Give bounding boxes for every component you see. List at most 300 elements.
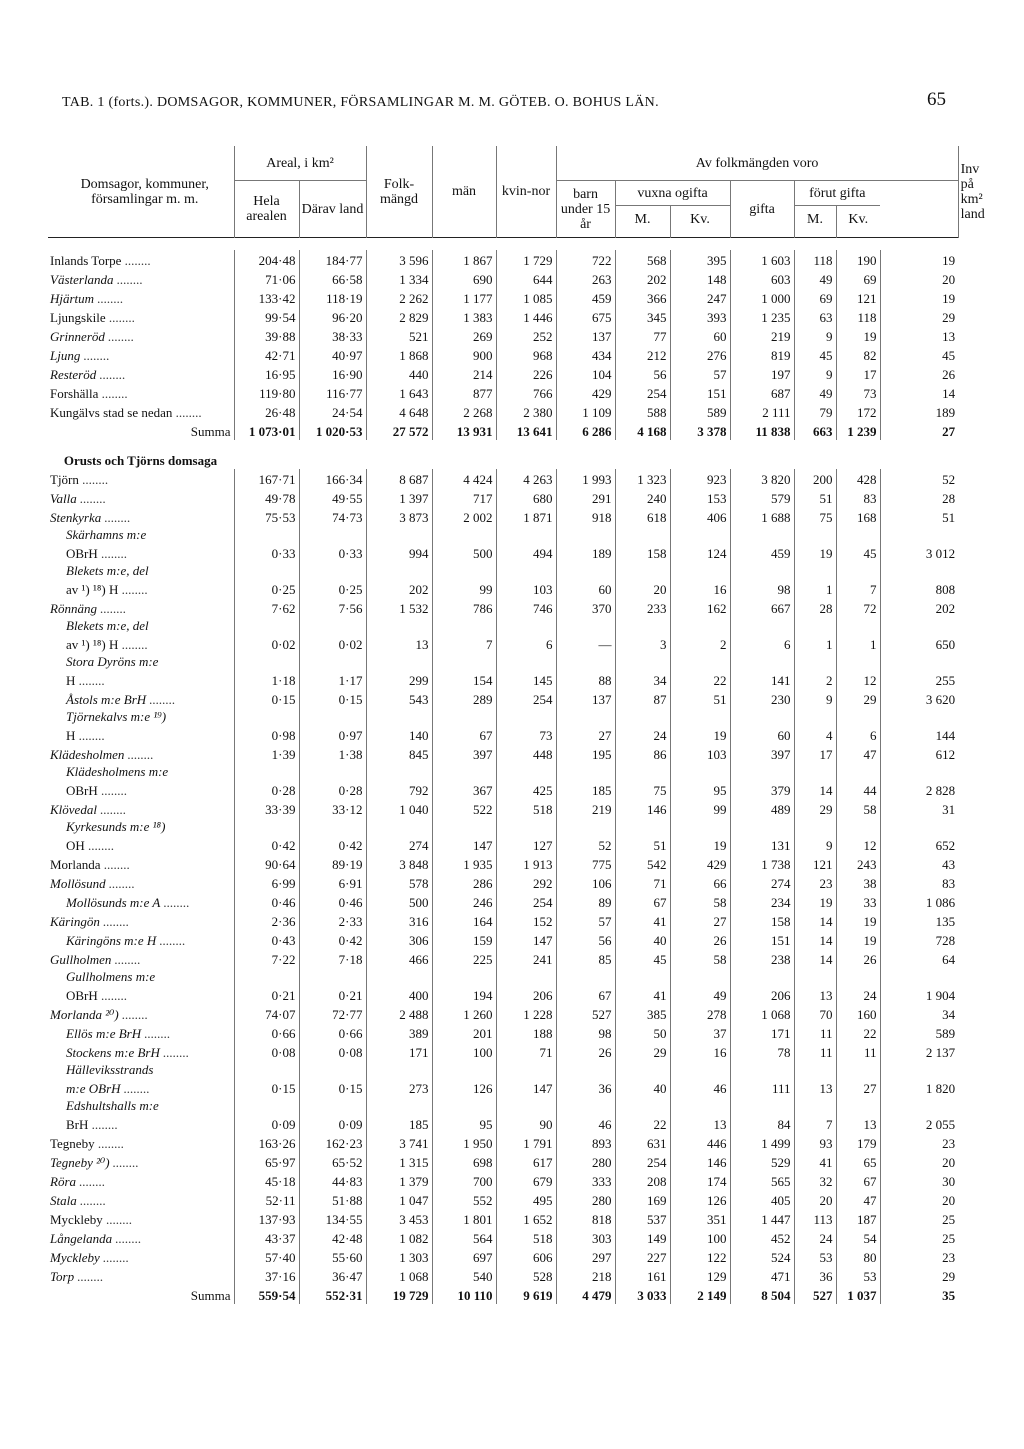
data-cell (730, 968, 794, 985)
row-label (48, 949, 234, 968)
data-cell: 495 (496, 1190, 556, 1209)
table-row (48, 1171, 958, 1190)
data-cell: 4 648 (366, 402, 432, 421)
data-cell: 26 (670, 930, 730, 949)
data-cell: 218 (556, 1266, 615, 1285)
data-cell: 172 (836, 402, 880, 421)
data-cell: 75·53 (234, 507, 299, 526)
data-cell: 80 (836, 1247, 880, 1266)
data-cell: 522 (432, 799, 496, 818)
data-cell: 162 (670, 598, 730, 617)
data-cell: 127 (496, 835, 556, 854)
data-cell (615, 968, 670, 985)
data-cell: 6·91 (299, 873, 366, 892)
data-cell: 1 603 (730, 250, 794, 269)
data-cell: 0·15 (299, 689, 366, 708)
data-cell: 67 (836, 1171, 880, 1190)
data-cell: 351 (670, 1209, 730, 1228)
data-cell (432, 526, 496, 543)
data-cell (836, 708, 880, 725)
row-label-text: Rönnäng (50, 601, 97, 616)
data-cell (794, 763, 836, 780)
data-cell: 185 (366, 1114, 432, 1133)
table-row (48, 1061, 958, 1078)
data-cell (556, 526, 615, 543)
data-cell: 179 (836, 1133, 880, 1152)
data-cell: 45 (794, 345, 836, 364)
table-row (48, 1097, 958, 1114)
row-label-text: Ellös m:e BrH (66, 1026, 142, 1041)
row-label-text: Torp (50, 1269, 75, 1284)
row-label (48, 307, 234, 326)
data-cell: 518 (496, 1228, 556, 1247)
data-cell: 792 (366, 780, 432, 799)
table-row (48, 689, 958, 708)
row-label (48, 689, 234, 708)
data-cell: 47 (836, 1190, 880, 1209)
data-cell: 23 (880, 1133, 958, 1152)
data-cell: 0·09 (234, 1114, 299, 1133)
leader-dots: ........ (124, 747, 154, 762)
data-cell: 2 111 (730, 402, 794, 421)
data-cell (794, 1097, 836, 1114)
data-cell: 111 (730, 1078, 794, 1097)
data-cell (615, 818, 670, 835)
row-label-text: Blekets m:e, del (66, 563, 149, 578)
data-cell: 2·33 (299, 911, 366, 930)
data-cell: 184·77 (299, 250, 366, 269)
data-cell: 225 (432, 949, 496, 968)
data-cell: 366 (615, 288, 670, 307)
data-cell (496, 653, 556, 670)
data-cell: 69 (836, 269, 880, 288)
data-cell (432, 653, 496, 670)
data-cell (880, 1097, 958, 1114)
data-cell: 316 (366, 911, 432, 930)
table-row (48, 1228, 958, 1247)
data-cell (234, 526, 299, 543)
data-cell: 1·39 (234, 744, 299, 763)
data-cell: 88 (556, 670, 615, 689)
data-cell: 389 (366, 1023, 432, 1042)
data-cell: 171 (366, 1042, 432, 1061)
data-cell (234, 1097, 299, 1114)
data-cell: 459 (730, 543, 794, 562)
leader-dots: ........ (118, 582, 148, 597)
data-cell: 14 (794, 911, 836, 930)
table-row (48, 653, 958, 670)
data-cell (670, 1097, 730, 1114)
data-cell: 16 (670, 579, 730, 598)
row-label-text: Långelanda (50, 1231, 113, 1246)
row-label (48, 708, 234, 725)
data-cell: 152 (496, 911, 556, 930)
data-cell: 0·43 (234, 930, 299, 949)
data-cell (670, 708, 730, 725)
data-cell: 0·21 (234, 985, 299, 1004)
data-cell: 71 (496, 1042, 556, 1061)
data-cell: 697 (432, 1247, 496, 1266)
data-cell: 26·48 (234, 402, 299, 421)
data-cell: 819 (730, 345, 794, 364)
data-cell (366, 818, 432, 835)
data-cell: 33·39 (234, 799, 299, 818)
row-label (48, 562, 234, 579)
data-cell: 286 (432, 873, 496, 892)
data-cell: 0·09 (299, 1114, 366, 1133)
data-cell: 1 086 (880, 892, 958, 911)
data-cell: 171 (730, 1023, 794, 1042)
table-row (48, 799, 958, 818)
leader-dots: ........ (75, 673, 105, 688)
data-cell: 162·23 (299, 1133, 366, 1152)
table-row (48, 307, 958, 326)
data-cell: 27 (670, 911, 730, 930)
row-label-text: av ¹) ¹⁸) H (66, 637, 119, 652)
data-cell: 385 (615, 1004, 670, 1023)
data-cell: 118 (836, 307, 880, 326)
data-cell: 58 (670, 892, 730, 911)
data-cell: 968 (496, 345, 556, 364)
data-cell: 34 (880, 1004, 958, 1023)
data-cell: 1 871 (496, 507, 556, 526)
data-cell: 0·98 (234, 725, 299, 744)
data-cell: 73 (496, 725, 556, 744)
data-cell: 19 (670, 725, 730, 744)
table-row (48, 930, 958, 949)
data-cell: 22 (836, 1023, 880, 1042)
data-cell: 603 (730, 269, 794, 288)
data-cell: 0·66 (299, 1023, 366, 1042)
data-cell: 24·54 (299, 402, 366, 421)
data-cell: 160 (836, 1004, 880, 1023)
data-cell: 367 (432, 780, 496, 799)
data-cell: 6 (496, 634, 556, 653)
row-label-text: Stala (50, 1193, 77, 1208)
data-cell: 1 652 (496, 1209, 556, 1228)
data-cell: 333 (556, 1171, 615, 1190)
data-cell: 687 (730, 383, 794, 402)
data-cell: 103 (670, 744, 730, 763)
data-cell: 36 (794, 1266, 836, 1285)
row-label-text: OH (66, 838, 85, 853)
table-row (48, 250, 958, 269)
data-cell: 166·34 (299, 469, 366, 488)
data-cell: 589 (880, 1023, 958, 1042)
data-cell: 154 (432, 670, 496, 689)
leader-dots: ........ (113, 272, 143, 287)
data-cell: 9 619 (496, 1285, 556, 1304)
row-label-text: Grinneröd (50, 329, 105, 344)
row-label-text: av ¹) ¹⁸) H (66, 582, 119, 597)
leader-dots: ........ (94, 1136, 124, 1151)
data-cell (496, 562, 556, 579)
row-label-text: Klädesholmen (50, 747, 125, 762)
data-cell: 22 (670, 670, 730, 689)
data-cell: 1·38 (299, 744, 366, 763)
data-cell: 276 (670, 345, 730, 364)
data-cell (432, 562, 496, 579)
data-cell: 13 (366, 634, 432, 653)
data-cell: 12 (836, 670, 880, 689)
data-cell (234, 763, 299, 780)
row-label-text: Klädesholmens m:e (66, 764, 169, 779)
data-cell (836, 968, 880, 985)
data-cell: 16 (670, 1042, 730, 1061)
data-cell: 90 (496, 1114, 556, 1133)
data-cell: 38 (836, 873, 880, 892)
data-cell (432, 968, 496, 985)
data-cell: 618 (615, 507, 670, 526)
data-cell: 93 (794, 1133, 836, 1152)
data-cell (670, 818, 730, 835)
data-cell: 167·71 (234, 469, 299, 488)
data-cell: 146 (615, 799, 670, 818)
row-label-text: Stockens m:e BrH (66, 1045, 160, 1060)
data-cell: 448 (496, 744, 556, 763)
col-name-header: Domsagor, kommuner, församlingar m. m. (80, 176, 209, 207)
data-cell: 27 (836, 1078, 880, 1097)
data-cell: 75 (615, 780, 670, 799)
data-cell: 84 (730, 1114, 794, 1133)
data-cell: 7·56 (299, 598, 366, 617)
data-cell (836, 818, 880, 835)
data-cell: 446 (670, 1133, 730, 1152)
data-cell: 273 (366, 1078, 432, 1097)
table-row (48, 402, 958, 421)
data-cell: 254 (615, 383, 670, 402)
data-cell: 49 (794, 383, 836, 402)
data-cell: 0·66 (234, 1023, 299, 1042)
data-cell: 280 (556, 1190, 615, 1209)
data-cell: 78 (730, 1042, 794, 1061)
data-cell: 202 (366, 579, 432, 598)
leader-dots: ........ (102, 1212, 132, 1227)
data-cell: 77 (615, 326, 670, 345)
data-cell: 3 (615, 634, 670, 653)
row-label (48, 364, 234, 383)
data-cell: 1 867 (432, 250, 496, 269)
data-cell: 24 (615, 725, 670, 744)
data-cell: 564 (432, 1228, 496, 1247)
table-row (48, 873, 958, 892)
data-cell: 3 741 (366, 1133, 432, 1152)
leader-dots: ........ (96, 601, 127, 616)
data-cell: 55·60 (299, 1247, 366, 1266)
data-cell: 3 378 (670, 421, 730, 440)
data-cell (556, 562, 615, 579)
data-cell (556, 708, 615, 725)
data-cell: 0·15 (299, 1078, 366, 1097)
col-av-header: Av folkmängden voro (556, 146, 958, 181)
data-cell: 565 (730, 1171, 794, 1190)
data-cell: 500 (432, 543, 496, 562)
table-row (48, 598, 958, 617)
table-row (48, 1004, 958, 1023)
data-cell: 148 (670, 269, 730, 288)
row-label-text: Tegneby ²⁰) (50, 1155, 110, 1170)
data-cell: 23 (794, 873, 836, 892)
data-cell: 14 (880, 383, 958, 402)
data-cell: 208 (615, 1171, 670, 1190)
data-cell (299, 653, 366, 670)
row-label-text: Morlanda (50, 857, 101, 872)
data-cell: 22 (615, 1114, 670, 1133)
data-cell: 2 380 (496, 402, 556, 421)
table-row (48, 911, 958, 930)
data-cell: 1 935 (432, 854, 496, 873)
data-cell: 9 (794, 835, 836, 854)
data-cell: 121 (794, 854, 836, 873)
row-label-text: Röra (50, 1174, 76, 1189)
data-cell: 40 (615, 930, 670, 949)
data-cell: 923 (670, 469, 730, 488)
row-label (48, 1285, 234, 1304)
data-cell: 31 (880, 799, 958, 818)
data-cell (556, 617, 615, 634)
leader-dots: ........ (76, 1174, 106, 1189)
data-cell: 631 (615, 1133, 670, 1152)
data-cell: 189 (556, 543, 615, 562)
data-cell: 25 (880, 1228, 958, 1247)
data-cell: 255 (880, 670, 958, 689)
col-barn-header: barn under 15 år (556, 181, 615, 238)
row-label (48, 421, 234, 440)
col-folk-header: Folk-mängd (366, 146, 432, 238)
data-cell: 579 (730, 488, 794, 507)
data-cell: 0·02 (299, 634, 366, 653)
leader-dots: ........ (109, 1155, 139, 1170)
data-cell: 370 (556, 598, 615, 617)
row-label (48, 835, 234, 854)
data-cell (366, 1097, 432, 1114)
data-cell: 66 (670, 873, 730, 892)
data-cell: 52 (556, 835, 615, 854)
data-cell (730, 562, 794, 579)
row-label (48, 744, 234, 763)
data-cell: 16·95 (234, 364, 299, 383)
data-cell: 7 (794, 1114, 836, 1133)
data-cell: 19 (836, 326, 880, 345)
data-cell: 0·15 (234, 1078, 299, 1097)
data-cell: 47 (836, 744, 880, 763)
data-cell: 95 (670, 780, 730, 799)
col-forut-header: förut gifta (794, 181, 880, 206)
data-cell: 4 263 (496, 469, 556, 488)
data-cell (366, 653, 432, 670)
table-row (48, 617, 958, 634)
table-row (48, 364, 958, 383)
col-vuxna-m-header: M. (615, 206, 670, 238)
data-cell: 99·54 (234, 307, 299, 326)
data-cell: 246 (432, 892, 496, 911)
data-cell: 87 (615, 689, 670, 708)
data-cell (730, 1097, 794, 1114)
data-cell: 1 397 (366, 488, 432, 507)
data-cell (730, 818, 794, 835)
data-cell: 299 (366, 670, 432, 689)
data-cell: 263 (556, 269, 615, 288)
row-label (48, 526, 234, 543)
row-label (48, 1190, 234, 1209)
data-cell: 65 (836, 1152, 880, 1171)
data-cell: 212 (615, 345, 670, 364)
row-label (48, 670, 234, 689)
data-cell: 1 (794, 579, 836, 598)
data-cell: 1 (794, 634, 836, 653)
summary-row (48, 421, 958, 440)
table-row (48, 854, 958, 873)
data-cell (234, 818, 299, 835)
data-cell: 0·33 (234, 543, 299, 562)
data-cell: 36 (556, 1078, 615, 1097)
row-label-text: Blekets m:e, del (66, 618, 149, 633)
data-cell: 1·17 (299, 670, 366, 689)
data-cell: 67 (556, 985, 615, 1004)
data-cell: 174 (670, 1171, 730, 1190)
leader-dots: ........ (76, 1193, 106, 1208)
data-cell: 808 (880, 579, 958, 598)
data-cell: 53 (836, 1266, 880, 1285)
data-cell: 434 (556, 345, 615, 364)
data-cell: 141 (730, 670, 794, 689)
statistics-table (48, 146, 985, 1304)
data-cell: 73 (836, 383, 880, 402)
data-cell: 161 (615, 1266, 670, 1285)
row-label (48, 818, 234, 835)
data-cell: 234 (730, 892, 794, 911)
data-cell (730, 1061, 794, 1078)
data-cell: 27 (880, 421, 958, 440)
data-cell: 135 (880, 911, 958, 930)
data-cell: 159 (432, 930, 496, 949)
data-cell: 20 (880, 269, 958, 288)
data-cell: 6 286 (556, 421, 615, 440)
row-label (48, 1004, 234, 1023)
data-cell (556, 653, 615, 670)
row-label-text: Mollösunds m:e A (66, 895, 161, 910)
row-label-text: Klövedal (50, 802, 97, 817)
leader-dots: ........ (99, 1250, 130, 1265)
data-cell (299, 562, 366, 579)
data-cell: 70 (794, 1004, 836, 1023)
data-cell: 137 (556, 689, 615, 708)
data-cell: 397 (432, 744, 496, 763)
table-row (48, 1209, 958, 1228)
data-cell: 20 (880, 1190, 958, 1209)
data-cell: 49 (794, 269, 836, 288)
data-cell: 1 303 (366, 1247, 432, 1266)
data-cell: 74·73 (299, 507, 366, 526)
data-cell: 1 379 (366, 1171, 432, 1190)
table-row (48, 1042, 958, 1061)
data-cell: 1 228 (496, 1004, 556, 1023)
row-label-text: Stora Dyröns m:e (66, 654, 159, 669)
data-cell (366, 763, 432, 780)
data-cell: 3 820 (730, 469, 794, 488)
data-cell: 524 (730, 1247, 794, 1266)
summary-row (48, 1285, 958, 1304)
data-cell: 1 068 (730, 1004, 794, 1023)
data-cell: 13 931 (432, 421, 496, 440)
data-cell (432, 763, 496, 780)
data-cell: 19 (880, 250, 958, 269)
data-cell: 652 (880, 835, 958, 854)
data-cell: 291 (556, 488, 615, 507)
data-cell (234, 617, 299, 634)
data-cell: 1 085 (496, 288, 556, 307)
data-cell: 500 (366, 892, 432, 911)
